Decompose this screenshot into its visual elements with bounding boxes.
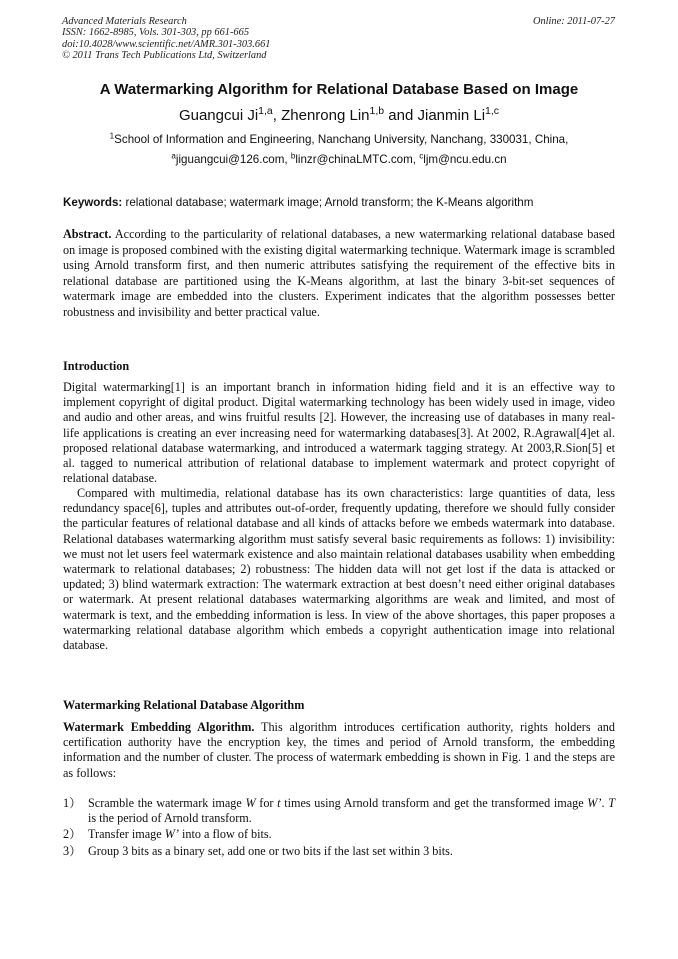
abstract [63, 227, 615, 320]
author-superscript: 1,b [369, 105, 385, 118]
embedding-paragraph [63, 720, 615, 781]
journal-name: Advanced Materials Research [62, 16, 187, 27]
step-number: 1） [63, 796, 82, 810]
step-number: 3） [63, 843, 82, 858]
embedding-subheading: Watermark Embedding Algorithm. [63, 720, 255, 734]
author-superscript: 1,c [485, 105, 500, 118]
step-text: times using Arnold transform and get the transformed image [280, 796, 588, 810]
email-address: linzr@chinaLMTC.com [295, 153, 413, 166]
author-superscript: 1,a [258, 105, 273, 118]
step-text: Scramble the watermark image [88, 796, 246, 810]
algorithm-section-heading: Watermarking Relational Database Algorithm [63, 698, 305, 712]
step-italic: t [277, 796, 281, 810]
affiliation [40, 133, 638, 147]
affiliation-text: School of Information and Engineering, Nanchang University, Nanchang, 330031, China, [114, 133, 569, 146]
step-italic: W’ [164, 827, 179, 842]
paper-title: A Watermarking Algorithm for Relational Database Based on Image [99, 81, 579, 98]
list-item [63, 844, 615, 859]
author-list [40, 105, 638, 127]
list-item [63, 827, 615, 842]
author-name: Guangcui Ji [178, 107, 259, 124]
introduction-heading: Introduction [63, 359, 130, 373]
journal-doi: doi:10.4028/www.scientific.net/AMR.301-303.661 [62, 38, 271, 50]
step-text: . [601, 796, 609, 810]
author-name: Zhenrong Lin [281, 107, 370, 124]
step-italic: T [608, 796, 615, 810]
author-emails [40, 153, 638, 167]
keywords [63, 196, 615, 210]
email-separator: , [412, 153, 420, 166]
introduction-paragraph-1: Digital watermarking[1] is an important branch in information hiding field and it is an effective way to implement copyright of digital product. Digital watermarking technology has been widely used in image, video and audio and other areas, and wins fruitful results [2]. However, the increasing use of databases in many real-life applications is creating an ever increasing need for watermarking databases[3]. At 2002, R.Agrawal[4]et al. proposed relational database watermarking, and introduced a watermark tagging strategy. At 2003,R.Sion[5] et al. tagged to numerical attribution of relational database to implement watermark and protect copyright of relational database. [63, 380, 615, 486]
email-address: jiguangcui@126.com [175, 153, 285, 166]
online-date: Online: 2011-07-27 [532, 16, 615, 27]
abstract-label: Abstract. [63, 227, 112, 241]
step-text: for [255, 796, 278, 810]
journal-copyright: © 2011 Trans Tech Publications Ltd, Switzerland [62, 50, 267, 62]
list-item [63, 796, 615, 826]
affiliation-superscript: 1 [109, 131, 115, 141]
email-address: ljm@ncu.edu.cn [423, 153, 507, 166]
step-text: Group 3 bits as a binary set, add one or two bits if the last set within 3 bits. [88, 843, 453, 858]
embedding-steps [63, 796, 615, 860]
author-name: Jianmin Li [417, 107, 486, 124]
email-superscript: b [290, 151, 296, 161]
embedding-text: This algorithm introduces certification authority, rights holders and certification authority have the encryption key, the times and period of Arnold transform, the embedding information and the number of cluster. The process of watermark embedding is shown in Fig. 1 and the steps are as follows: [63, 720, 615, 780]
journal-header [62, 16, 270, 62]
keywords-label: Keywords: [63, 196, 123, 209]
journal-issn: ISSN: 1662-8985, Vols. 301-303, pp 661-665 [62, 27, 250, 39]
step-italic: W’ [587, 796, 602, 810]
abstract-text: According to the particularity of relational databases, a new watermarking relational database based on image is proposed combined with the existing digital watermarking technique. Watermark image is scrambled using Arnold transform first, and then numeric attributes satisfying the requirement of the effective bits in relational database are partitioned using the K-Means algorithm, at last the binary 3-bit-set sequences of watermark image are embedded into the clusters. Experiment indicates that the algorithm possesses better robustness and invisibility and better practical value. [63, 227, 615, 319]
step-text: Transfer image [88, 827, 165, 842]
step-number: 2） [63, 827, 82, 842]
email-superscript: a [171, 151, 176, 161]
email-separator: , [284, 153, 291, 166]
step-text: into a flow of bits. [178, 827, 272, 842]
email-superscript: c [419, 151, 424, 161]
author-separator: , [272, 107, 282, 124]
introduction-paragraph-2: Compared with multimedia, relational database has its own characteristics: large quantities of data, less redundancy space[6], tuples and attributes out-of-order, frequently updating, therefore we should fully consider the particular features of relational database and all kinds of attacks before we embeds watermark into database. Relational databases watermarking algorithm must satisfy several basic requirements as follows: 1) invisibility: we must not let users feel watermark existence and also maintain relational databases usability when embedding watermark to relational databases; 2) robustness: The hidden data will not get lost if the data is attacked or updated; 3) blind watermark extraction: The watermark extraction at best doesn’t need either original databases or watermark. At present relational databases watermarking algorithms are weak and limited, and most of watermark is text, and the embedding information is less. In view of the above shortages, this paper proposes a watermarking relational database algorithm which embeds a copyright authentication image into relational database. [63, 486, 615, 653]
keywords-text: relational database; watermark image; Arnold transform; the K-Means algorithm [122, 196, 534, 209]
author-separator: and [384, 107, 418, 124]
step-text: is the period of Arnold transform. [88, 811, 252, 826]
step-italic: W [245, 796, 256, 810]
